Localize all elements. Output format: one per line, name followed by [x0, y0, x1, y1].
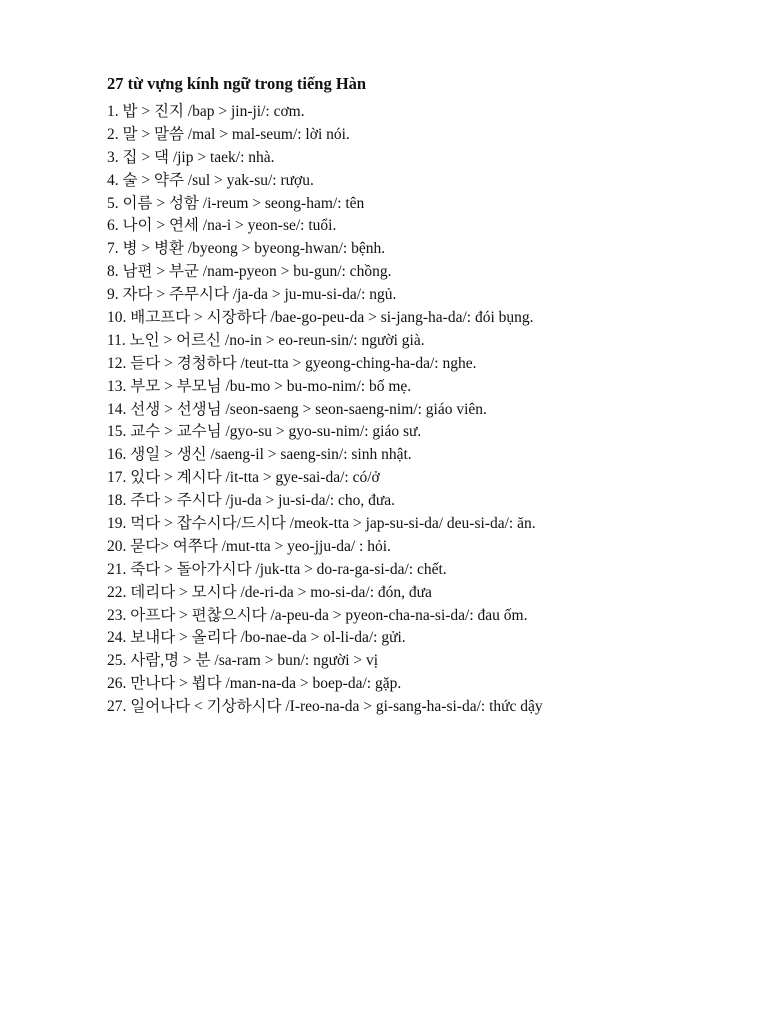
vocab-item-3: 3. 집 > 댁 /jip > taek/: nhà. [107, 148, 275, 166]
vocab-item-11: 11. 노인 > 어르신 /no-in > eo-reun-sin/: người già. [107, 331, 425, 349]
vocabulary-list [107, 101, 727, 719]
vocab-item-18: 18. 주다 > 주시다 /ju-da > ju-si-da/: cho, đưa. [107, 492, 395, 510]
vocab-item-4: 4. 술 > 약주 /sul > yak-su/: rượu. [107, 171, 314, 189]
vocab-item-9: 9. 자다 > 주무시다 /ja-da > ju-mu-si-da/: ngủ. [107, 286, 397, 304]
vocab-item-5: 5. 이름 > 성함 /i-reum > seong-ham/: tên [107, 194, 365, 212]
vocab-item-10: 10. 배고프다 > 시장하다 /bae-go-peu-da > si-jang-ha-da/: đói bụng. [107, 309, 534, 327]
document-page [107, 73, 727, 719]
vocab-item-19: 19. 먹다 > 잡수시다/드시다 /meok-tta > jap-su-si-da/ deu-si-da/: ăn. [107, 515, 536, 533]
vocab-item-6: 6. 나이 > 연세 /na-i > yeon-se/: tuổi. [107, 217, 337, 235]
vocab-item-15: 15. 교수 > 교수님 /gyo-su > gyo-su-nim/: giáo sư. [107, 423, 422, 441]
vocab-item-21: 21. 죽다 > 돌아가시다 /juk-tta > do-ra-ga-si-da/: chết. [107, 560, 447, 578]
vocab-item-22: 22. 데리다 > 모시다 /de-ri-da > mo-si-da/: đón, đưa [107, 583, 432, 601]
document-title: 27 từ vựng kính ngữ trong tiếng Hàn [107, 74, 367, 93]
vocab-item-8: 8. 남편 > 부군 /nam-pyeon > bu-gun/: chồng. [107, 263, 392, 281]
vocab-item-27: 27. 일어나다 < 기상하시다 /I-reo-na-da > gi-sang-ha-si-da/: thức dậy [107, 698, 543, 716]
vocab-item-24: 24. 보내다 > 올리다 /bo-nae-da > ol-li-da/: gửi. [107, 629, 406, 647]
vocab-item-1: 1. 밥 > 진지 /bap > jin-ji/: cơm. [107, 103, 305, 120]
vocab-item-13: 13. 부모 > 부모님 /bu-mo > bu-mo-nim/: bố mẹ. [107, 377, 412, 395]
vocab-item-23: 23. 아프다 > 편찮으시다 /a-peu-da > pyeon-cha-na-si-da/: đau ốm. [107, 606, 528, 624]
vocab-item-20: 20. 묻다> 여쭈다 /mut-tta > yeo-jju-da/ : hỏi. [107, 537, 391, 555]
vocab-item-12: 12. 듣다 > 경청하다 /teut-tta > gyeong-ching-ha-da/: nghe. [107, 354, 477, 372]
vocab-item-2: 2. 말 > 말씀 /mal > mal-seum/: lời nói. [107, 125, 350, 143]
vocab-item-16: 16. 생일 > 생신 /saeng-il > saeng-sin/: sinh nhật. [107, 446, 412, 464]
vocab-item-14: 14. 선생 > 선생님 /seon-saeng > seon-saeng-nim/: giáo viên. [107, 400, 487, 418]
vocab-item-7: 7. 병 > 병환 /byeong > byeong-hwan/: bệnh. [107, 240, 386, 258]
vocab-item-26: 26. 만나다 > 뵙다 /man-na-da > boep-da/: gặp. [107, 675, 402, 693]
vocab-item-17: 17. 있다 > 계시다 /it-tta > gye-sai-da/: có/ở [107, 469, 380, 487]
vocab-item-25: 25. 사람,명 > 분 /sa-ram > bun/: người > vị [107, 652, 379, 670]
